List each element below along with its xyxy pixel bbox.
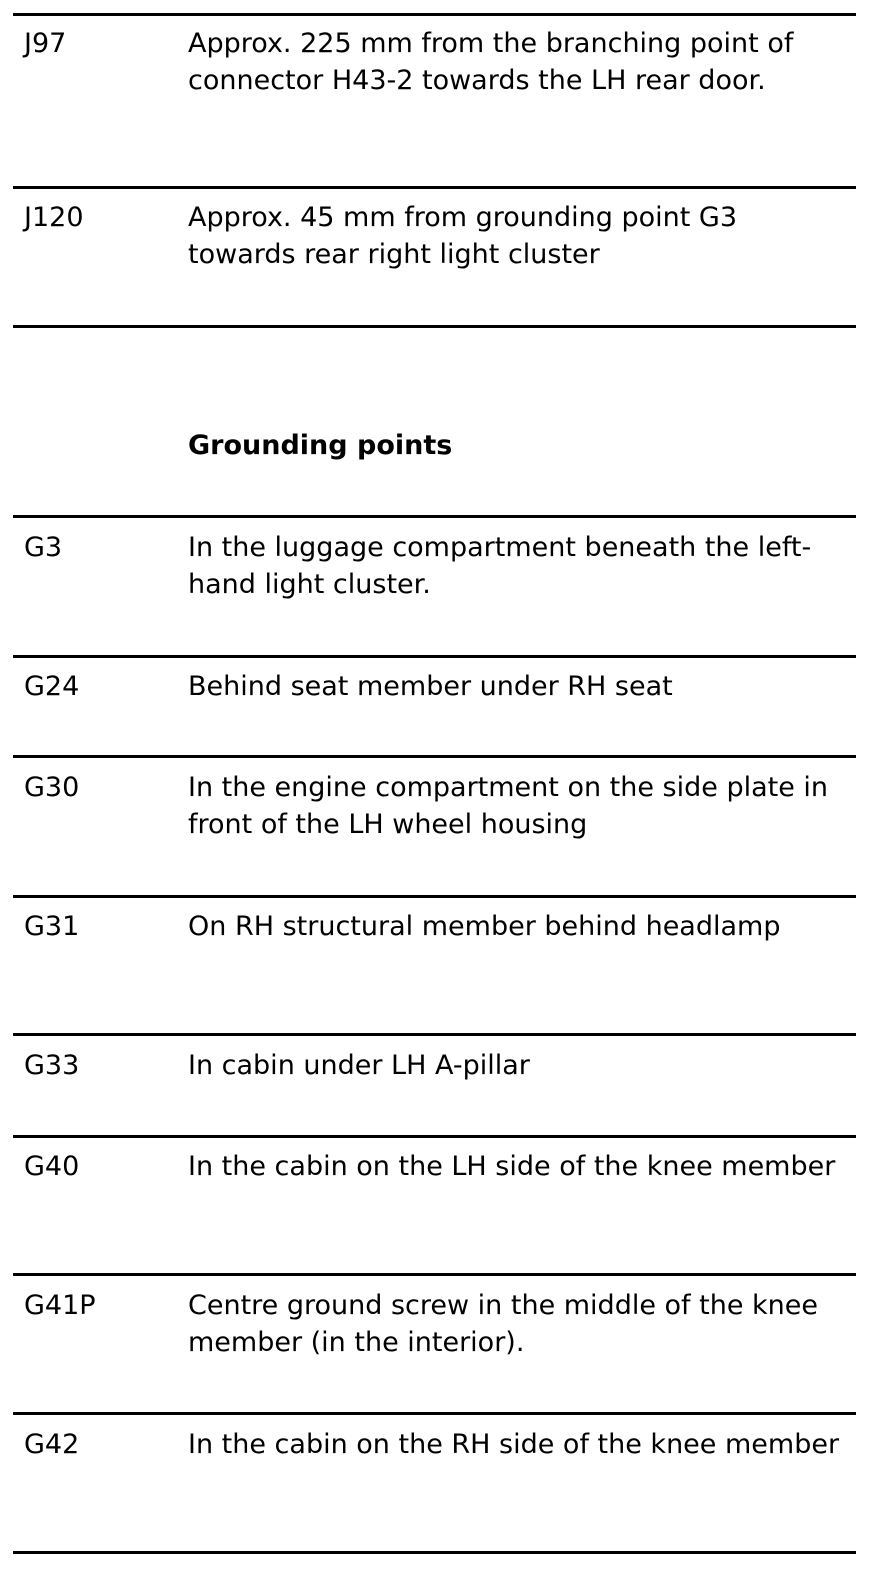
- grounding-description: In the cabin on the LH side of the knee member: [188, 1151, 836, 1182]
- junction-code: J97: [24, 28, 67, 59]
- grounding-code: G31: [24, 911, 80, 942]
- junction-description: Approx. 45 mm from grounding point G3 towards rear right light cluster: [188, 202, 738, 270]
- grounding-code: G33: [24, 1050, 80, 1081]
- section-heading: Grounding points: [188, 430, 453, 461]
- table-rule: [13, 13, 856, 16]
- junction-description: Approx. 225 mm from the branching point of connector H43-2 towards the LH rear door.: [188, 28, 794, 96]
- table-rule: [13, 1033, 856, 1036]
- table-rule: [13, 325, 856, 328]
- grounding-description: In the luggage compartment beneath the left-hand light cluster.: [188, 532, 812, 600]
- table-rule: [13, 895, 856, 898]
- grounding-description: On RH structural member behind headlamp: [188, 911, 781, 942]
- grounding-code: G40: [24, 1151, 80, 1182]
- junction-code: J120: [24, 202, 84, 233]
- table-rule: [13, 515, 856, 518]
- grounding-description: Behind seat member under RH seat: [188, 671, 673, 702]
- table-rule: [13, 1551, 856, 1554]
- grounding-code: G42: [24, 1429, 80, 1460]
- table-rule: [13, 755, 856, 758]
- grounding-code: G3: [24, 532, 63, 563]
- grounding-description: Centre ground screw in the middle of the knee member (in the interior).: [188, 1290, 819, 1358]
- table-rule: [13, 655, 856, 658]
- grounding-code: G30: [24, 772, 80, 803]
- grounding-description: In cabin under LH A-pillar: [188, 1050, 530, 1081]
- table-rule: [13, 1135, 856, 1138]
- grounding-description: In the cabin on the RH side of the knee member: [188, 1429, 840, 1460]
- grounding-code: G41P: [24, 1290, 96, 1321]
- grounding-description: In the engine compartment on the side plate in front of the LH wheel housing: [188, 772, 829, 840]
- table-rule: [13, 1273, 856, 1276]
- table-rule: [13, 186, 856, 189]
- grounding-code: G24: [24, 671, 80, 702]
- table-rule: [13, 1412, 856, 1415]
